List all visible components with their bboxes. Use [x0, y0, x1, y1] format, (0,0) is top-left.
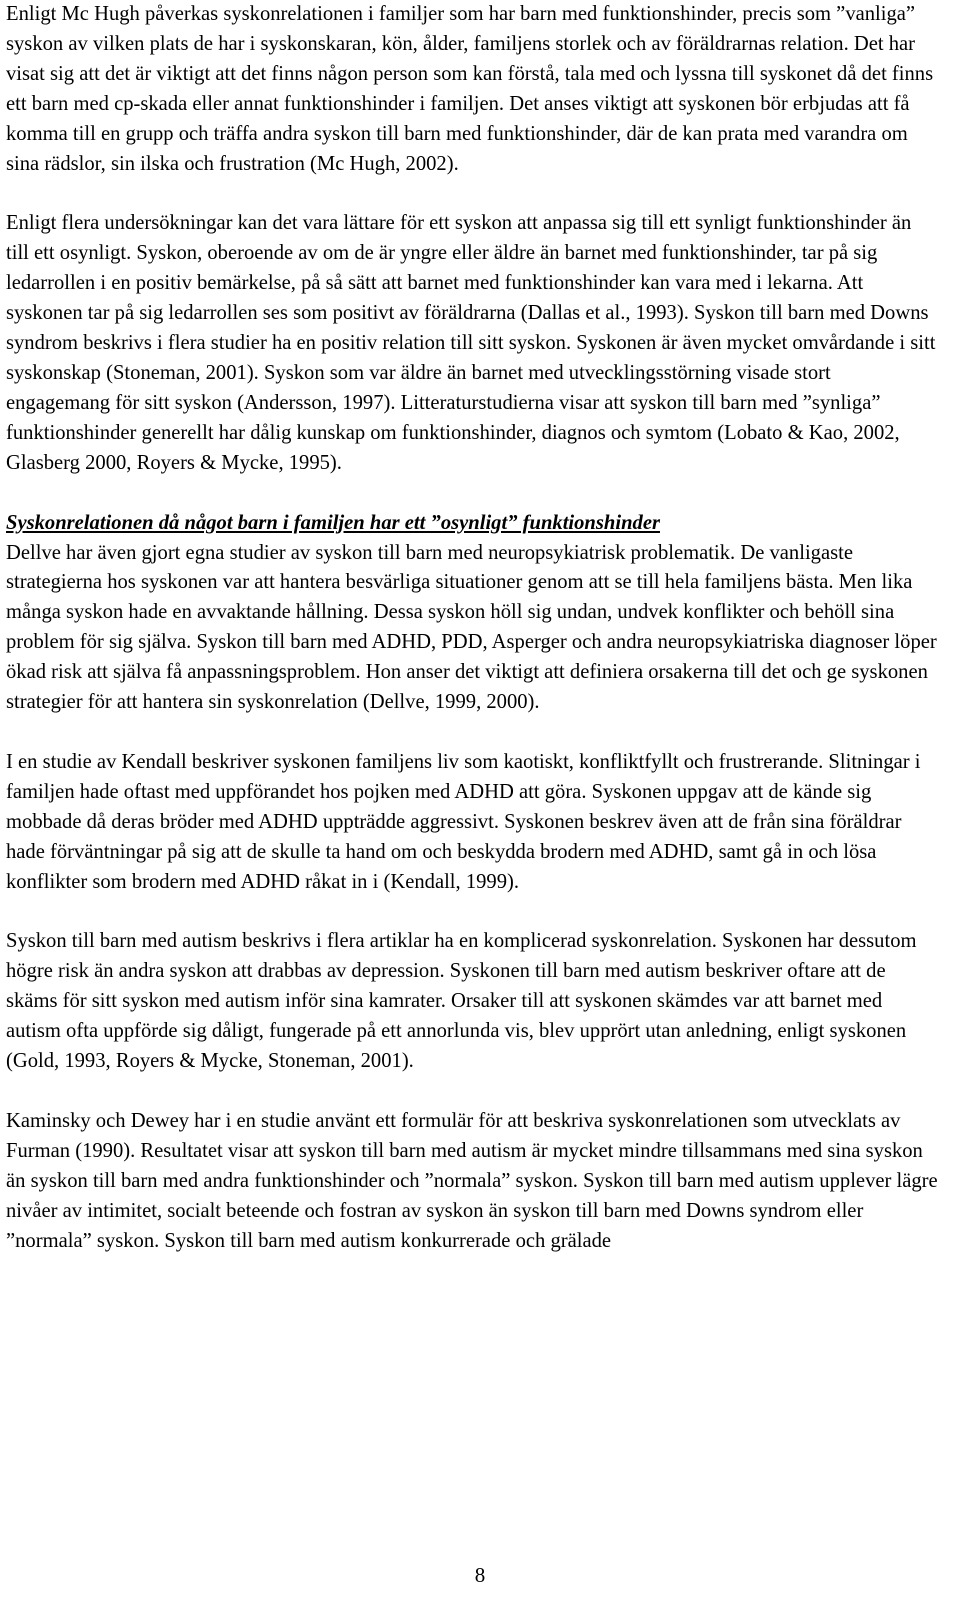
- paragraph-kaminsky-dewey: Kaminsky och Dewey har i en studie använt ett formulär för att beskriva syskonrelationen som utvecklats av Furman (1990). Resultatet visar att syskon till barn med autism är mycket mindre tillsammans med sina syskon än syskon till barn med andra funktionshinder och ”normala” syskon. Syskon till barn med autism upplever lägre nivåer av intimitet, socialt beteende och fostran av syskon än syskon till barn med Downs syndrom eller ”normala” syskon. Syskon till barn med autism konkurrerade och grälade: [6, 1110, 938, 1252]
- page-number: 8: [474, 1563, 486, 1587]
- paragraph-autism: Syskon till barn med autism beskrivs i flera artiklar ha en komplicerad syskonrelation. Syskonen har dessutom högre risk än andra syskon att drabbas av depression. Syskonen till barn med autism beskriver oftare att de skäms för sitt syskon med autism inför sina kamrater. Orsaker till att syskonen skämdes var att barnet med autism ofta uppförde sig dåligt, fungerade på ett annorlunda vis, blev upprört utan anledning, enligt syskonen (Gold, 1993, Royers & Mycke, Stoneman, 2001).: [6, 930, 917, 1073]
- paragraph-spacer: [6, 897, 938, 927]
- paragraph-mc-hugh: Enligt Mc Hugh påverkas syskonrelationen i familjer som har barn med funktionshinder, precis som ”vanliga” syskon av vilken plats de har i syskonskaran, kön, ålder, familjens storlek och av föräldrarnas relation. Det har visat sig att det är viktigt att det finns någon person som kan förstå, tala med och lyssna till syskonet då det finns ett barn med cp-skada eller annat funktionshinder i familjen. Det anses viktigt att syskonen bör erbjudas att få komma till en grupp och träffa andra syskon till barn med funktionshinder, där de kan prata med varandra om sina rädslor, sin ilska och frustration (Mc Hugh, 2002).: [6, 3, 934, 175]
- paragraph-visible-disability: Enligt flera undersökningar kan det vara lättare för ett syskon att anpassa sig till ett synligt funktionshinder än till ett osynligt. Syskon, oberoende av om de är yngre eller äldre än barnet med funktionshinder, tar på sig ledarrollen i en positiv bemärkelse, på så sätt att barnet med funktionshinder kan vara med i lekarna. Att syskonen tar på sig ledarrollen ses som positivt av föräldrarna (Dallas et al., 1993). Syskon till barn med Downs syndrom beskrivs i flera studier ha en positiv relation till sitt syskon. Syskonen är även mycket omvårdande i sitt syskonskap (Stoneman, 2001). Syskon som var äldre än barnet med utvecklingsstörning visade stort engagemang för sitt syskon (Andersson, 1997). Litteraturstudierna visar att syskon till barn med ”synliga” funktionshinder generellt har dålig kunskap om funktionshinder, diagnos och symtom (Lobato & Kao, 2002, Glasberg 2000, Royers & Mycke, 1995).: [6, 212, 936, 474]
- paragraph-dellve: Dellve har även gjort egna studier av syskon till barn med neuropsykiatrisk problematik. De vanligaste strategierna hos syskonen var att hantera besvärliga situationer genom att se till hela familjens bästa. Men lika många syskon hade en avvaktande hållning. Dessa syskon höll sig undan, undvek konflikter och behöll sina problem för sig själva. Syskon till barn med ADHD, PDD, Asperger och andra neuropsykiatriska diagnoser löper ökad risk att själva få anpassningsproblem. Hon anser det viktigt att definiera orsakerna till det och ge syskonen strategier för att hantera sin syskonrelation (Dellve, 1999, 2000).: [6, 541, 937, 714]
- paragraph-spacer: [6, 179, 938, 209]
- paragraph-kendall: I en studie av Kendall beskriver syskonen familjens liv som kaotiskt, konfliktfyllt och frustrerande. Slitningar i familjen hade oftast med uppförandet hos pojken med ADHD att göra. Syskonen uppgav att de kände sig mobbade då deras bröder med ADHD uppträdde aggressivt. Syskonen beskrev även att de från sina föräldrar hade förväntningar på sig att de skulle ta hand om och beskydda brodern med ADHD, samt gå in och lösa konflikter som brodern med ADHD råkat in i (Kendall, 1999).: [6, 750, 921, 893]
- paragraph-spacer: [6, 718, 938, 748]
- paragraph-spacer: [6, 1077, 938, 1107]
- section-heading: Syskonrelationen då något barn i familjen har ett ”osynligt” funktionshinder: [6, 511, 660, 534]
- paragraph-spacer: [6, 479, 938, 509]
